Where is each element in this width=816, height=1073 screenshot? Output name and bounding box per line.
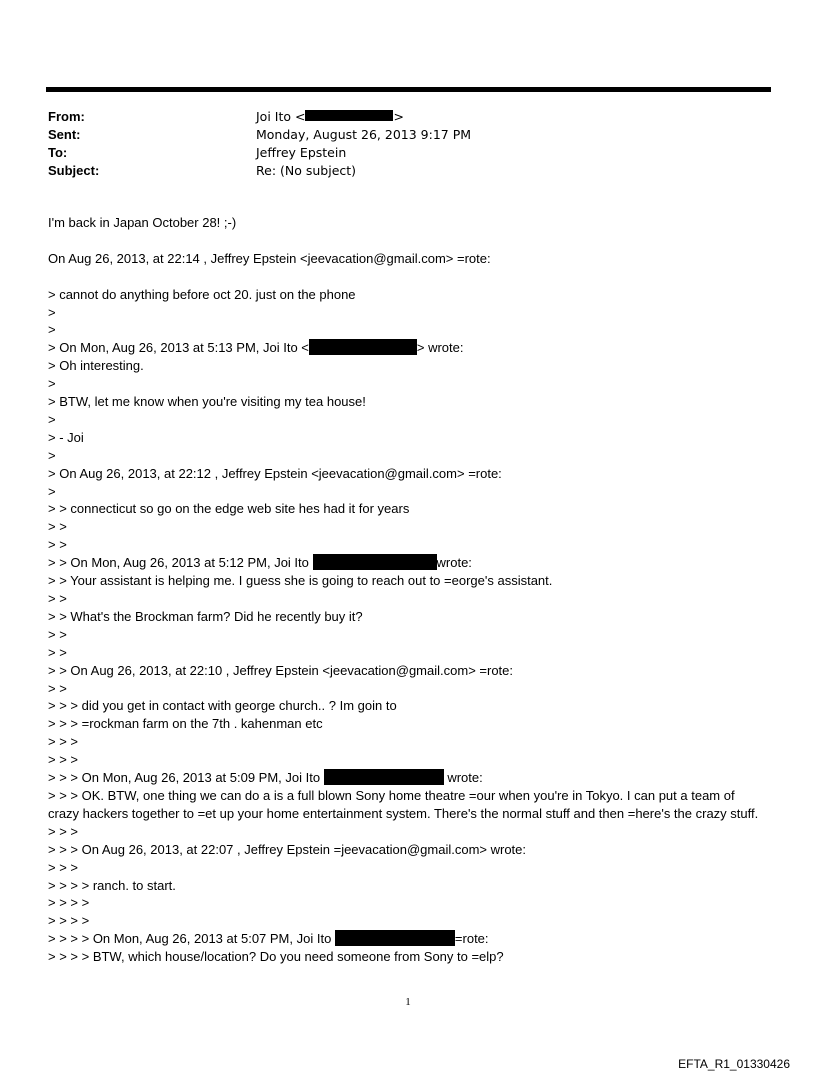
body-line: > > xyxy=(48,626,67,642)
body-line: > xyxy=(48,483,56,499)
body-line: > > Your assistant is helping me. I guess she is going to reach out to =eorge's assistant. xyxy=(48,573,553,589)
body-line: I'm back in Japan October 28! ;-) xyxy=(48,215,237,230)
spacer xyxy=(48,232,768,250)
body-line: > > xyxy=(48,537,67,553)
redaction-box xyxy=(313,554,437,570)
body-line: > On Aug 26, 2013, at 22:12 , Jeffrey Epstein <jeevacation@gmail.com> =rote: xyxy=(48,465,502,481)
body-line xyxy=(48,930,768,948)
body-line xyxy=(48,769,768,787)
body-line-text: wrote: xyxy=(447,770,483,786)
from-value-name: Joi Ito < xyxy=(256,109,306,124)
body-line xyxy=(48,339,768,357)
spacer xyxy=(48,268,768,286)
body-line: > > > > xyxy=(48,913,90,929)
body-line: > > > xyxy=(48,734,78,750)
body-line-text: wrote: xyxy=(436,555,472,571)
header-rule xyxy=(46,87,771,92)
body-line: > > > > ranch. to start. xyxy=(48,877,176,893)
email-body xyxy=(48,214,768,966)
body-line: > > > > BTW, which house/location? Do you need someone from Sony to =elp? xyxy=(48,949,504,965)
sent-value: Monday, August 26, 2013 9:17 PM xyxy=(256,127,472,142)
body-line: > cannot do anything before oct 20. just on the phone xyxy=(48,286,356,302)
from-label: From: xyxy=(48,109,85,124)
body-line: > Oh interesting. xyxy=(48,358,144,374)
redaction-box xyxy=(305,110,393,121)
body-line: > BTW, let me know when you're visiting my tea house! xyxy=(48,394,366,410)
body-line: > > xyxy=(48,519,67,535)
page-number: 1 xyxy=(405,996,411,1008)
body-line: > > On Aug 26, 2013, at 22:10 , Jeffrey Epstein <jeevacation@gmail.com> =rote: xyxy=(48,662,513,678)
body-line: > > > xyxy=(48,823,78,839)
redaction-box xyxy=(335,930,455,946)
body-line: > > > OK. BTW, one thing we can do a is a full blown Sony home theatre =our when you're in Tokyo. I can put a team of crazy hackers together to =et up your home entertainment system. There's the normal stuff and then =here's the crazy stuff. xyxy=(48,787,759,821)
subject-value: Re: (No subject) xyxy=(256,163,357,178)
body-line: > xyxy=(48,376,56,392)
body-line: > > What's the Brockman farm? Did he recently buy it? xyxy=(48,608,363,624)
body-line: > xyxy=(48,322,56,338)
body-line: On Aug 26, 2013, at 22:14 , Jeffrey Epstein <jeevacation@gmail.com> =rote: xyxy=(48,250,491,266)
body-line: > xyxy=(48,304,56,320)
from-value-end: > xyxy=(393,109,404,124)
body-line-text: > wrote: xyxy=(416,340,464,356)
body-line-text: > > On Mon, Aug 26, 2013 at 5:12 PM, Joi Ito xyxy=(48,555,309,571)
body-line: > > xyxy=(48,680,67,696)
body-line xyxy=(48,554,768,572)
to-label: To: xyxy=(48,145,68,160)
body-line: > > > =rockman farm on the 7th . kahenman etc xyxy=(48,716,323,732)
body-line: > > connecticut so go on the edge web site hes had it for years xyxy=(48,501,410,517)
body-line-text: > On Mon, Aug 26, 2013 at 5:13 PM, Joi Ito < xyxy=(48,340,309,356)
body-line-text: > > > On Mon, Aug 26, 2013 at 5:09 PM, Joi Ito xyxy=(48,770,321,786)
body-line: > > > > xyxy=(48,895,90,911)
sent-label: Sent: xyxy=(48,127,81,142)
body-line: > xyxy=(48,447,56,463)
body-line-text: =rote: xyxy=(454,931,489,947)
email-header xyxy=(48,108,768,180)
body-line-text: > > > > On Mon, Aug 26, 2013 at 5:07 PM, Joi Ito xyxy=(48,931,332,947)
to-value: Jeffrey Epstein xyxy=(256,145,347,160)
subject-label: Subject: xyxy=(48,163,100,178)
body-line: > > xyxy=(48,644,67,660)
body-line: > > > did you get in contact with george church.. ? Im goin to xyxy=(48,698,397,714)
redaction-box xyxy=(309,339,417,355)
body-line: > > > xyxy=(48,859,78,875)
body-line: > > > xyxy=(48,752,78,768)
body-line: > > xyxy=(48,591,67,606)
document-id: EFTA_R1_01330426 xyxy=(678,1057,790,1071)
body-line: > xyxy=(48,411,56,427)
from-value xyxy=(256,108,404,126)
body-line: > - Joi xyxy=(48,429,84,445)
redaction-box xyxy=(324,769,444,785)
body-line: > > > On Aug 26, 2013, at 22:07 , Jeffrey Epstein =jeevacation@gmail.com> wrote: xyxy=(48,841,526,857)
